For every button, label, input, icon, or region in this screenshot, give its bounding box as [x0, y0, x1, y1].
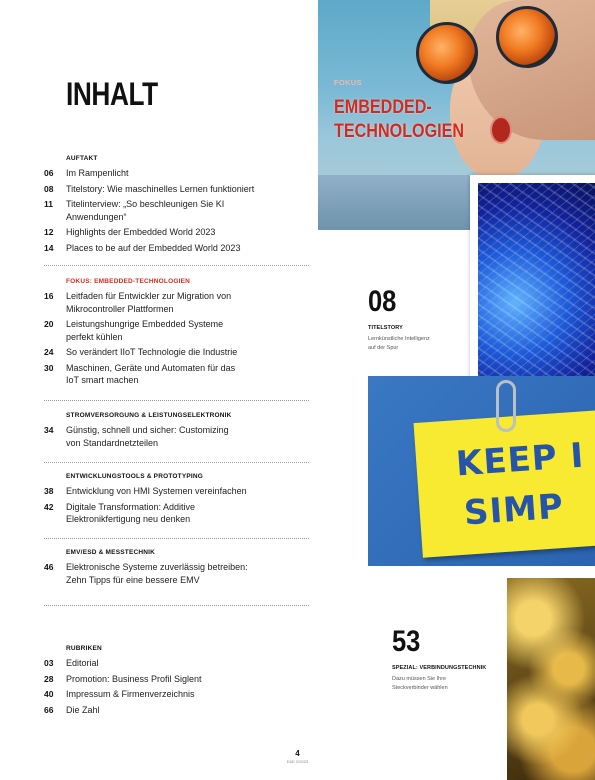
toc-entry[interactable]	[44, 501, 304, 526]
toc-entry[interactable]	[44, 167, 304, 180]
divider	[44, 265, 309, 266]
entry-title: Die Zahl	[66, 704, 100, 715]
toc-section-rubriken	[44, 645, 304, 716]
callout-53-text	[392, 675, 448, 693]
page-number: 34	[44, 425, 54, 435]
entry-title: Places to be auf der Embedded World 2023	[66, 242, 241, 253]
page-number: 40	[44, 689, 54, 699]
note-line1: KEEP I	[454, 435, 586, 485]
toc-section-emv	[44, 549, 304, 586]
page-title: INHALT	[66, 76, 158, 112]
page-number: 38	[44, 486, 54, 496]
toc-entry[interactable]	[44, 673, 304, 686]
toc-entry[interactable]	[44, 183, 304, 196]
photo-mouth	[490, 116, 512, 144]
toc-entry[interactable]	[44, 226, 304, 239]
divider	[44, 538, 309, 539]
entry-title: Digitale Transformation: Additive Elektronikfertigung neu denken	[66, 501, 196, 524]
focus-title	[334, 96, 464, 144]
page-number: 11	[44, 199, 53, 209]
entry-title: Elektronische Systeme zuverlässig betreiben: Zehn Tipps für eine bessere EMV	[66, 562, 248, 585]
entry-title: Entwicklung von HMI Systemen vereinfachen	[66, 486, 247, 496]
focus-title-line1: EMBEDDED-	[334, 97, 432, 118]
page-number: 66	[44, 704, 54, 715]
toc-entry[interactable]	[44, 290, 304, 315]
callout-08-label: TITELSTORY	[368, 325, 403, 331]
page-number: 30	[44, 362, 54, 373]
callout-53-text-line1: Dazu müssen Sie Ihre	[392, 676, 447, 682]
page-number: 42	[44, 501, 54, 512]
callout-53-label: SPEZIAL: VERBINDUNGSTECHNIK	[392, 665, 487, 671]
callout-08-text-line2: auf der Spur	[368, 345, 399, 351]
toc-entry[interactable]	[44, 657, 304, 670]
entry-title: Editorial	[66, 658, 99, 668]
section-heading: RUBRIKEN	[66, 645, 102, 652]
focus-title-line2: TECHNOLOGIEN	[334, 121, 465, 142]
callout-08-number: 08	[368, 285, 397, 318]
toc-entry[interactable]	[44, 688, 304, 701]
entry-title: So verändert IIoT Technologie die Industrie	[66, 347, 238, 357]
toc-entry[interactable]	[44, 346, 304, 359]
page-number: 24	[44, 347, 54, 357]
callout-53-number: 53	[392, 625, 421, 658]
page-number: 12	[44, 227, 54, 237]
entry-title: Leitfaden für Entwickler zur Migration von Mikrocontroller Plattformen	[66, 291, 232, 314]
toc-entry[interactable]	[44, 704, 304, 717]
entry-title: Titelstory: Wie maschinelles Lernen funktioniert	[66, 183, 255, 194]
page-number: 08	[44, 183, 54, 194]
section-heading: STROMVERSORGUNG & LEISTUNGSELEKTRONIK	[66, 412, 232, 419]
folio-subline: E&E 2/2023	[286, 759, 309, 764]
digital-network-photo	[470, 175, 595, 390]
entry-title: Günstig, schnell und sicher: Customizing von Standardnetzteilen	[66, 425, 229, 448]
divider	[44, 400, 309, 401]
toc-section-auftakt	[44, 155, 304, 254]
binocular-lens-right	[496, 6, 558, 68]
section-heading: AUFTAKT	[66, 155, 98, 162]
note-line2: SIMP	[462, 486, 566, 534]
focus-label: FOKUS	[334, 78, 362, 87]
entry-title: Titelinterview: „So beschleunigen Sie KI Anwendungen“	[66, 199, 225, 222]
page-number: 03	[44, 658, 54, 668]
page-number-footer: 4	[295, 749, 300, 758]
section-heading: FOKUS: EMBEDDED-TECHNOLOGIEN	[66, 278, 191, 285]
toc-entry[interactable]	[44, 485, 304, 498]
divider	[44, 462, 309, 463]
entry-title: Maschinen, Geräte und Automaten für das IoT smart machen	[66, 362, 236, 385]
binocular-lens-left	[416, 22, 478, 84]
page-number: 20	[44, 319, 54, 329]
page-number: 46	[44, 562, 54, 572]
paperclip-icon	[496, 380, 516, 432]
entry-title: Impressum & Firmenverzeichnis	[66, 689, 195, 699]
callout-53-text-line2: Steckverbinder wählen	[392, 685, 448, 691]
divider	[44, 605, 309, 606]
toc-entry[interactable]	[44, 561, 304, 586]
toc-entry[interactable]	[44, 424, 304, 449]
toc-section-stromversorgung	[44, 412, 304, 449]
entry-title: Promotion: Business Profil Siglent	[66, 673, 202, 684]
toc-entry[interactable]	[44, 362, 304, 387]
entry-title: Im Rampenlicht	[66, 168, 129, 178]
section-heading: ENTWICKLUNGSTOOLS & PROTOTYPING	[66, 473, 204, 480]
page-number: 06	[44, 168, 54, 178]
entry-title: Highlights der Embedded World 2023	[66, 227, 216, 237]
entry-title: Leistungshungrige Embedded Systeme perfekt kühlen	[66, 319, 224, 342]
page-number: 14	[44, 242, 54, 253]
toc-entry[interactable]	[44, 198, 304, 223]
toc-section-fokus	[44, 278, 304, 387]
callout-08-text	[368, 335, 430, 353]
callout-08-text-line1: Lernkünstliche Intelligenz	[368, 336, 430, 342]
section-heading: EMV/ESD & MESSTECHNIK	[66, 549, 156, 556]
toc-section-entwicklungstools	[44, 473, 304, 526]
toc-entry[interactable]	[44, 318, 304, 343]
page-number: 16	[44, 291, 54, 301]
page-number: 28	[44, 673, 54, 684]
toc-entry[interactable]	[44, 242, 304, 255]
